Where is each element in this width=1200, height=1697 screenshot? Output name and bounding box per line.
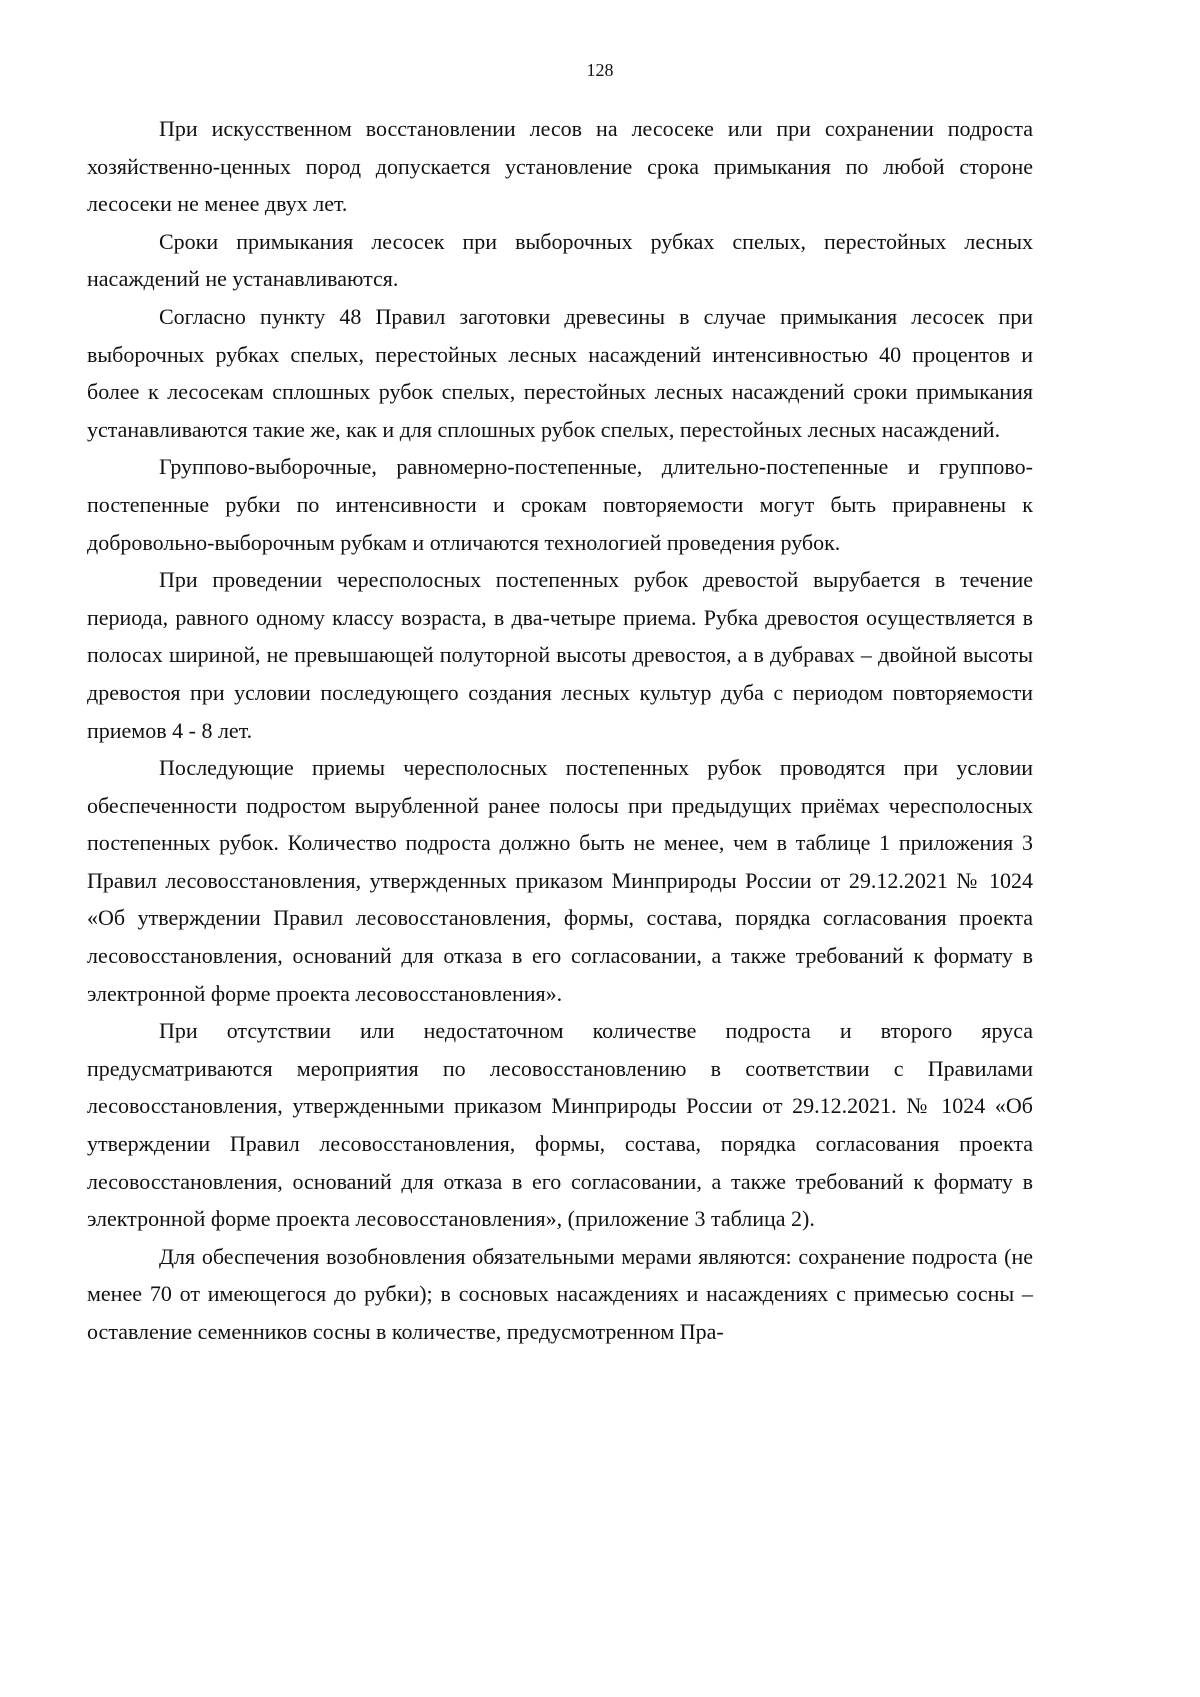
paragraph-artificial-restoration: При искусственном восстановлении лесов на лесосеке или при сохранении подроста хозяйственно-ценных пород допускается установление срока примыкания по любой стороне лесосеки не менее двух лет. <box>87 116 1033 217</box>
paragraph-selective-cutting-terms: Сроки примыкания лесосек при выборочных рубках спелых, перестойных лесных насаждений не устанавливаются. <box>87 228 1033 292</box>
page-body <box>87 110 1033 1351</box>
paragraph-mandatory-measures: Для обеспечения возобновления обязательными мерами являются: сохранение подроста (не менее 70 от имеющегося до рубки); в сосновых насаждениях и насаждениях с примесью сосны – оставление семенников сосны в количестве, предусмотренном Пра- <box>87 1243 1033 1344</box>
page-number: 128 <box>586 60 614 80</box>
paragraph-strip-cuttings: При проведении чересполосных постепенных рубок древостой вырубается в течение периода, равного одному классу возраста, в два-четыре приема. Рубка древостоя осуществляется в полосах шириной, не превышающей полуторной высоты древостоя, а в дубравах – двойной высоты древостоя при условии последующего создания лесных культур дуба с периодом повторяемости приемов 4 - 8 лет. <box>87 567 1033 743</box>
paragraph-subsequent-strip-cuttings: Последующие приемы чересполосных постепенных рубок проводятся при условии обеспеченности подростом вырубленной ранее полосы при предыдущих приёмах чересполосных постепенных рубок. Количество подроста должно быть не менее, чем в таблице 1 приложения 3 Правил лесовосстановления, утвержденных приказом Минприроды России от 29.12.2021 № 1024 «Об утверждении Правил лесовосстановления, формы, состава, порядка согласования проекта лесовосстановления, оснований для отказа в его согласовании, а также требований к формату в электронной форме проекта лесовосстановления». <box>87 755 1033 1006</box>
paragraph-insufficient-undergrowth: При отсутствии или недостаточном количестве подроста и второго яруса предусматриваются мероприятия по лесовосстановлению в соответствии с Правилами лесовосстановления, утвержденными приказом Минприроды России от 29.12.2021. № 1024 «Об утверждении Правил лесовосстановления, формы, состава, порядка согласования проекта лесовосстановления, оснований для отказа в его согласовании, а также требований к формату в электронной форме проекта лесовосстановления», (приложение 3 таблица 2). <box>87 1018 1033 1232</box>
paragraph-rule-48: Согласно пункту 48 Правил заготовки древесины в случае примыкания лесосек при выборочных рубках спелых, перестойных лесных насаждений интенсивностью 40 процентов и более к лесосекам сплошных рубок спелых, перестойных лесных насаждений сроки примыкания устанавливаются такие же, как и для сплошных рубок спелых, перестойных лесных насаждений. <box>87 303 1033 442</box>
paragraph-group-selective-cuttings: Группово-выборочные, равномерно-постепенные, длительно-постепенные и группово-постепенные рубки по интенсивности и срокам повторяемости могут быть приравнены к добровольно-выборочным рубкам и отличаются технологией проведения рубок. <box>87 454 1033 555</box>
